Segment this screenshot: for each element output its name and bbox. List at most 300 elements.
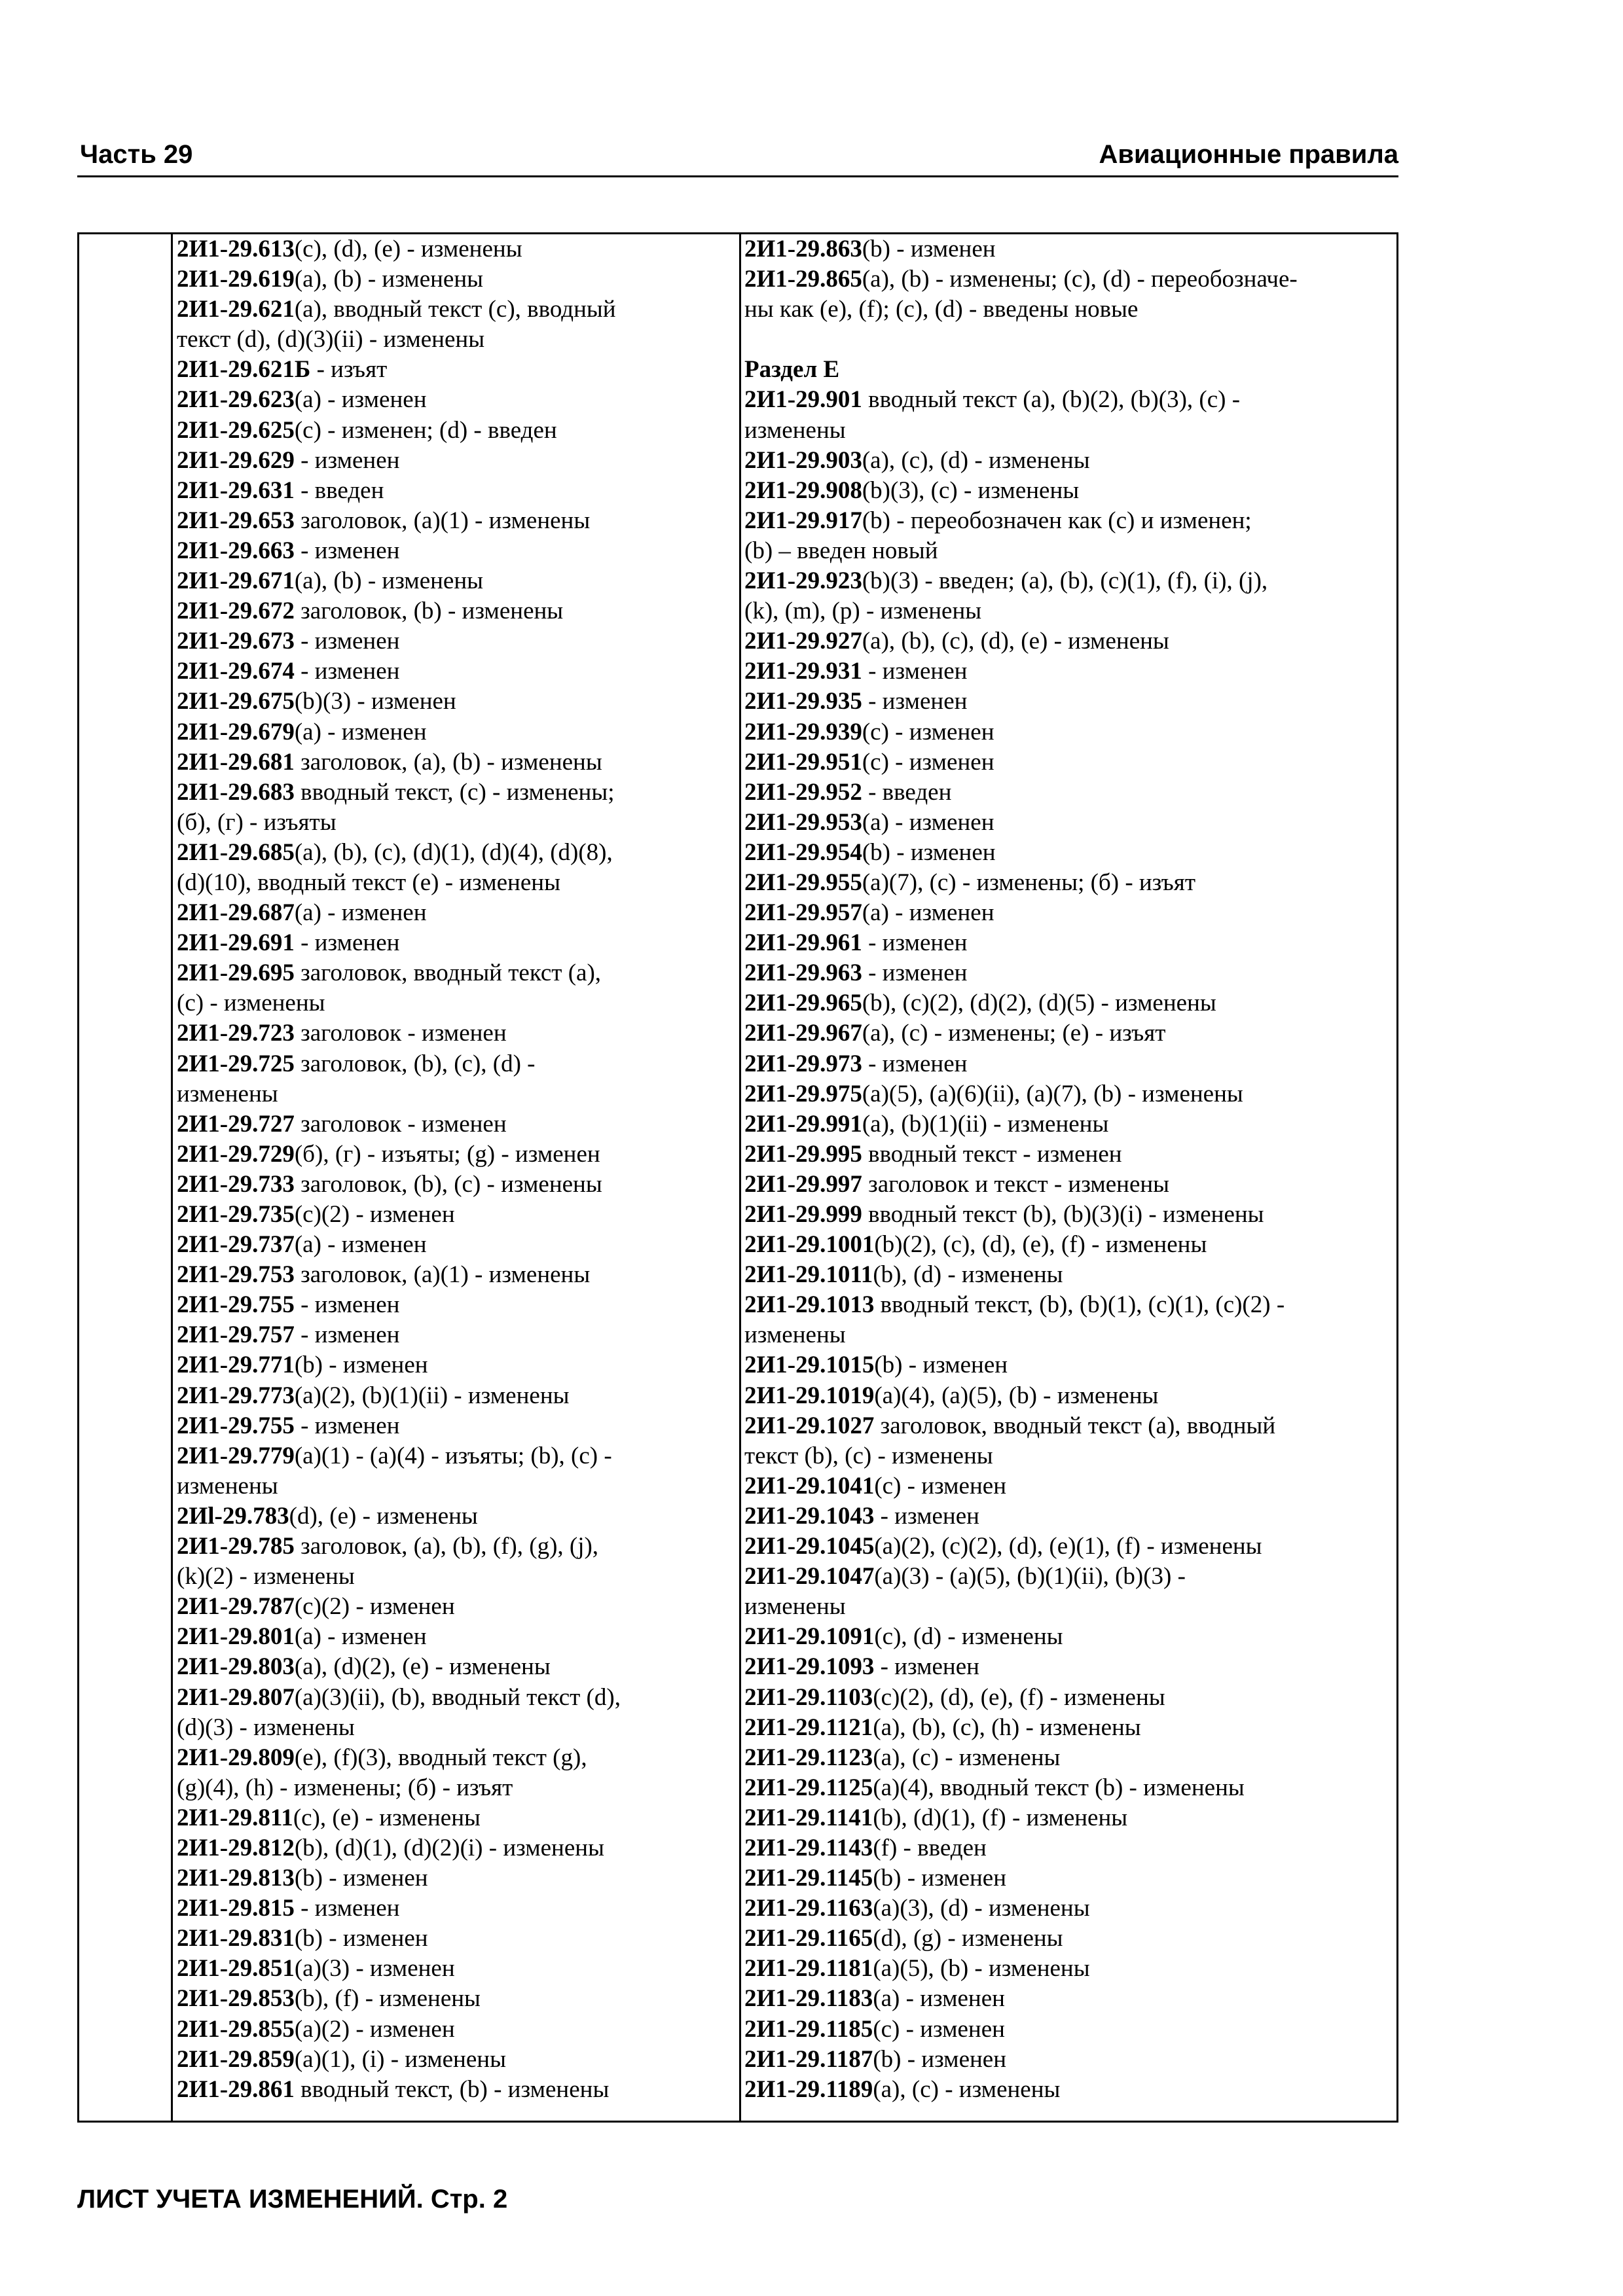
entry-text: - изменен	[874, 1653, 979, 1681]
entry-text: (a) - изменен	[862, 808, 994, 836]
change-entry-line	[744, 1381, 1393, 1411]
entry-text: текст (b), (c) - изменены	[744, 1442, 993, 1469]
entry-text: заголовок, (a)(1) - изменены	[294, 1261, 591, 1289]
entry-reference: 2И1-29.973	[744, 1050, 862, 1077]
entry-reference: 2И1-29.813	[177, 1865, 295, 1892]
entry-text: (c)(2), (d), (e), (f) - изменены	[873, 1683, 1165, 1711]
change-entry-line	[177, 687, 733, 717]
entry-reference: 2И1-29.787	[177, 1593, 295, 1621]
entry-text: изменены	[177, 1472, 278, 1499]
entry-text: (a)(1), (i) - изменены	[294, 2045, 506, 2073]
entry-reference: 2И1-29.679	[177, 718, 295, 745]
change-entry-line	[177, 1713, 733, 1743]
entry-text: - изменен	[294, 1412, 400, 1439]
entry-text: вводный текст (b), (b)(3)(i) - изменены	[862, 1201, 1264, 1228]
entry-text: (b) - изменен	[874, 1352, 1008, 1379]
entry-text: изменены	[744, 416, 846, 444]
entry-reference: 2И1-29.807	[177, 1683, 295, 1711]
entry-reference: 2И1-29.1185	[744, 2015, 873, 2043]
entry-text: изменены	[744, 1593, 846, 1621]
entry-reference: 2И1-29.629	[177, 446, 295, 474]
entry-reference: 2И1-29.623	[177, 386, 295, 414]
entry-reference: Раздел Е	[744, 356, 840, 384]
change-entry-line	[744, 1471, 1393, 1501]
change-entry-line	[744, 1320, 1393, 1350]
entry-reference: 2И1-29.851	[177, 1955, 295, 1982]
entry-text: - изменен	[862, 1050, 968, 1077]
change-entry-line	[744, 1683, 1393, 1713]
entry-reference: 2И1-29.687	[177, 899, 295, 927]
entry-reference: 2И1-29.1125	[744, 1774, 873, 1801]
column-divider	[739, 234, 741, 2121]
entry-reference: 2И1-29.1043	[744, 1502, 875, 1530]
change-entry-line	[744, 446, 1393, 476]
entry-reference: 2И1-29.812	[177, 1834, 295, 1861]
change-entry-line	[177, 958, 733, 988]
change-entry-line	[177, 1622, 733, 1652]
entry-reference: 2И1-29.1011	[744, 1261, 873, 1289]
change-entry-line	[177, 1652, 733, 1682]
entry-reference: 2И1-29.1187	[744, 2045, 873, 2073]
change-entry-line	[177, 1260, 733, 1290]
change-entry-line	[744, 1290, 1393, 1320]
entry-reference: 2И1-29.1189	[744, 2075, 873, 2103]
entry-reference: 2И1-29.1103	[744, 1683, 873, 1711]
change-entry-line	[177, 1893, 733, 1924]
entry-text: (a)(3) - изменен	[294, 1955, 455, 1982]
entry-reference: 2И1-29.1141	[744, 1804, 873, 1831]
entry-reference: 2И1-29.663	[177, 537, 295, 564]
entry-reference: 2И1-29.903	[744, 446, 862, 474]
entry-reference: 2И1-29.954	[744, 838, 862, 866]
entry-text: (a), (b) - изменены; (c), (d) - переобозначе-	[862, 266, 1298, 293]
entry-reference: 2И1-29.691	[177, 929, 295, 957]
entry-text: - изменен	[862, 658, 968, 685]
change-entry-line	[177, 1501, 733, 1532]
entry-reference: 2И1-29.935	[744, 688, 862, 715]
change-entry-line	[744, 1803, 1393, 1833]
entry-text: (b)(3) - введен; (a), (b), (c)(1), (f), (i), (j),	[862, 567, 1268, 595]
change-entry-line	[744, 1592, 1393, 1622]
entry-text: заголовок - изменен	[294, 1020, 507, 1047]
entry-reference: 2И1-29.809	[177, 1744, 295, 1771]
entry-reference: 2И1-29.955	[744, 869, 862, 896]
entry-reference: 2И1-29.861	[177, 2075, 295, 2103]
change-entry-line	[177, 1743, 733, 1773]
entry-reference: 2И1-29.1015	[744, 1352, 875, 1379]
change-entry-line	[177, 476, 733, 506]
entry-reference: 2И1-29.733	[177, 1170, 295, 1198]
entry-text: (a), (b)(1)(ii) - изменены	[862, 1110, 1109, 1138]
entry-text: вводный текст - изменен	[862, 1140, 1122, 1168]
change-entry-line	[744, 2075, 1393, 2105]
entry-text: (c) - изменен; (d) - введен	[294, 416, 557, 444]
entry-reference: 2И1-29.901	[744, 386, 862, 414]
entry-reference: 2И1-29.1091	[744, 1623, 875, 1651]
entry-text: (b) – введен новый	[744, 537, 938, 564]
entry-text: (a), (c) - изменены	[873, 1744, 1061, 1771]
entry-reference: 2И1-29.965	[744, 990, 862, 1017]
entry-text: (k)(2) - изменены	[177, 1563, 355, 1590]
entry-text: (b) - изменен	[294, 1352, 428, 1379]
entry-reference: 2И1-29.674	[177, 658, 295, 685]
entry-reference: 2И1-29.1041	[744, 1472, 875, 1499]
entry-text: (c)(2) - изменен	[294, 1201, 455, 1228]
entry-text: (a) - изменен	[294, 899, 427, 927]
entry-text: вводный текст (a), (b)(2), (b)(3), (c) -	[862, 386, 1241, 414]
entry-reference: 2И1-29.685	[177, 838, 295, 866]
entry-reference: 2И1-29.673	[177, 628, 295, 655]
entry-reference: 2И1-29.975	[744, 1080, 862, 1107]
change-entry-line	[177, 1079, 733, 1109]
entry-text: - изменен	[294, 1321, 400, 1349]
change-entry-line	[744, 1863, 1393, 1893]
entry-text: (a), вводный текст (c), вводный	[294, 296, 616, 323]
entry-text: (a) - изменен	[294, 718, 427, 745]
entry-text: (a), (b), (c), (d), (e) - изменены	[862, 628, 1169, 655]
entry-text: (k), (m), (p) - изменены	[744, 598, 982, 625]
change-entry-line	[177, 2015, 733, 2045]
entry-reference: 2И1-29.621Б	[177, 356, 311, 384]
change-entry-line	[744, 1924, 1393, 1954]
entry-text: (e), (f)(3), вводный текст (g),	[294, 1744, 587, 1771]
entry-text: (b), (f) - изменены	[294, 1985, 481, 2013]
change-entry-line	[744, 626, 1393, 656]
entry-reference: 2И1-29.671	[177, 567, 295, 595]
entry-reference: 2И1-29.1123	[744, 1744, 873, 1771]
change-entry-line	[744, 1441, 1393, 1471]
change-entry-line	[177, 988, 733, 1018]
entry-text: (d)(10), вводный текст (e) - изменены	[177, 869, 560, 896]
entry-text: (b) - изменен	[294, 1865, 428, 1892]
change-entry-line	[744, 838, 1393, 868]
changes-column-right	[744, 234, 1393, 2105]
change-entry-line	[177, 355, 733, 385]
change-entry-line	[744, 1743, 1393, 1773]
change-entry-line	[177, 596, 733, 626]
entry-text: (a), (d)(2), (e) - изменены	[294, 1653, 551, 1681]
change-entry-line	[177, 1109, 733, 1139]
entry-text: - изменен	[862, 688, 968, 715]
change-entry-line	[177, 626, 733, 656]
entry-text: (a)(7), (c) - изменены; (б) - изъят	[862, 869, 1195, 896]
entry-reference: 2И1-29.1001	[744, 1231, 875, 1259]
change-entry-line	[177, 1018, 733, 1049]
entry-reference: 2И1-29.995	[744, 1140, 862, 1168]
entry-text: заголовок, (b), (c) - изменены	[294, 1170, 602, 1198]
entry-reference: 2И1-29.803	[177, 1653, 295, 1681]
change-entry-line	[177, 1230, 733, 1260]
entry-reference: 2И1-29.755	[177, 1412, 295, 1439]
change-entry-line	[744, 1562, 1393, 1592]
change-entry-line	[744, 596, 1393, 626]
change-entry-line	[177, 1320, 733, 1350]
entry-reference: 2И1-29.908	[744, 476, 862, 504]
entry-text: - изменен	[294, 628, 400, 655]
entry-text: (a)(4), (a)(5), (b) - изменены	[874, 1382, 1159, 1409]
entry-text: (a)(1) - (a)(4) - изъяты; (b), (c) -	[294, 1442, 612, 1469]
entry-text: (b)(3), (c) - изменены	[862, 476, 1080, 504]
entry-text: изменены	[177, 1080, 278, 1107]
entry-reference: 2И1-29.681	[177, 748, 295, 776]
change-entry-line	[744, 416, 1393, 446]
entry-text: (a) - изменен	[862, 899, 994, 927]
change-entry-line	[744, 1954, 1393, 1984]
change-entry-line	[177, 2075, 733, 2105]
change-entry-line	[744, 1652, 1393, 1682]
entry-reference: 2И1-29.771	[177, 1352, 295, 1379]
change-entry-line	[177, 928, 733, 958]
change-entry-line	[744, 1109, 1393, 1139]
entry-reference: 2И1-29.1181	[744, 1955, 873, 1982]
entry-text: заголовок, вводный текст (a), вводный	[874, 1412, 1276, 1439]
change-entry-line	[744, 476, 1393, 506]
entry-text: (b), (d) - изменены	[873, 1261, 1063, 1289]
entry-text: заголовок и текст - изменены	[862, 1170, 1170, 1198]
change-entry-line	[177, 1411, 733, 1441]
entry-text: (б), (г) - изъяты	[177, 808, 337, 836]
change-entry-line	[744, 1049, 1393, 1079]
entry-reference: 2И1-29.991	[744, 1110, 862, 1138]
entry-reference: 2И1-29.1183	[744, 1985, 873, 2013]
change-entry-line	[744, 1833, 1393, 1863]
entry-text: вводный текст, (c) - изменены;	[294, 778, 615, 806]
change-entry-line	[177, 747, 733, 778]
entry-text: (a), (c), (d) - изменены	[862, 446, 1090, 474]
change-entry-line	[744, 1893, 1393, 1924]
entry-reference: 2И1-29.952	[744, 778, 862, 806]
change-entry-line	[744, 868, 1393, 898]
entry-text: - изменен	[862, 960, 968, 987]
change-entry-line	[744, 687, 1393, 717]
entry-reference: 2И1-29.773	[177, 1382, 295, 1409]
change-entry-line	[177, 898, 733, 928]
entry-text: заголовок - изменен	[294, 1110, 507, 1138]
entry-text: - изменен	[294, 446, 400, 474]
entry-text: - введен	[294, 476, 384, 504]
entry-reference: 2И1-29.923	[744, 567, 862, 595]
entry-reference: 2И1-29.723	[177, 1020, 295, 1047]
entry-text: (a)(5), (b) - изменены	[873, 1955, 1090, 1982]
entry-text: (c) - изменен	[862, 748, 994, 776]
entry-text: (b) - изменен	[294, 1925, 428, 1952]
change-entry-line	[744, 1713, 1393, 1743]
entry-text: (a), (c) - изменены	[873, 2075, 1061, 2103]
change-entry-line	[177, 1773, 733, 1803]
change-entry-line	[744, 264, 1393, 295]
entry-reference: 2И1-29.939	[744, 718, 862, 745]
entry-reference: 2И1-29.621	[177, 296, 295, 323]
change-entry-line	[177, 1290, 733, 1320]
entry-reference: 2И1-29.1143	[744, 1834, 873, 1861]
entry-text: (a)(3) - (a)(5), (b)(1)(ii), (b)(3) -	[874, 1563, 1186, 1590]
entry-reference: 2И1-29.859	[177, 2045, 295, 2073]
column-divider	[171, 234, 173, 2121]
entry-reference: 2И1-29.1163	[744, 1895, 873, 1922]
entry-text: (a) - изменен	[873, 1985, 1005, 2013]
change-entry-line	[744, 988, 1393, 1018]
entry-reference: 2И1-29.1013	[744, 1291, 875, 1319]
entry-reference: 2И1-29.695	[177, 960, 295, 987]
change-entry-line	[744, 1260, 1393, 1290]
change-entry-line	[744, 1230, 1393, 1260]
entry-reference: 2И1-29.613	[177, 236, 295, 262]
change-entry-line	[177, 838, 733, 868]
document-title: Авиационные правила	[1099, 140, 1398, 169]
change-entry-line	[177, 1954, 733, 1984]
entry-reference: 2И1-29.811	[177, 1804, 293, 1831]
entry-text: - изменен	[294, 1291, 400, 1319]
change-entry-line	[177, 1350, 733, 1380]
change-entry-line	[744, 958, 1393, 988]
entry-text: (c) - изменен	[874, 1472, 1006, 1499]
change-entry-line	[177, 1562, 733, 1592]
entry-text: (c)(2) - изменен	[294, 1593, 455, 1621]
entry-text: (f) - введен	[873, 1834, 987, 1861]
change-entry-line	[744, 1773, 1393, 1803]
entry-text: (c) - изменены	[177, 990, 325, 1017]
entry-reference: 2И1-29.1047	[744, 1563, 875, 1590]
entry-reference: 2И1-29.1027	[744, 1412, 875, 1439]
entry-text: заголовок, (a)(1) - изменены	[294, 507, 591, 534]
entry-text: (c) - изменен	[873, 2015, 1005, 2043]
entry-reference: 2И1-29.1165	[744, 1925, 873, 1952]
change-entry-line	[177, 1984, 733, 2014]
entry-text: - изменен	[294, 537, 400, 564]
entry-reference: 2И1-29.785	[177, 1533, 295, 1560]
entry-text: (b) - переобозначен как (c) и изменен;	[862, 507, 1252, 534]
entry-reference: 2И1-29.737	[177, 1231, 295, 1259]
change-entry-line	[177, 295, 733, 325]
change-entry-line	[744, 1079, 1393, 1109]
change-entry-line	[177, 234, 733, 264]
entry-text: - изменен	[294, 1895, 400, 1922]
entry-reference: 2И1-29.727	[177, 1110, 295, 1138]
page-footer: ЛИСТ УЧЕТА ИЗМЕНЕНИЙ. Стр. 2	[77, 2185, 508, 2214]
entry-reference: 2И1-29.625	[177, 416, 295, 444]
entry-text: - введен	[862, 778, 952, 806]
entry-reference: 2И1-29.967	[744, 1020, 862, 1047]
entry-text: (b) - изменен	[862, 236, 996, 262]
change-entry-line	[744, 1622, 1393, 1652]
change-entry-line	[744, 1200, 1393, 1230]
entry-text: (a)(3), (d) - изменены	[873, 1895, 1090, 1922]
entry-text: (a)(5), (a)(6)(ii), (a)(7), (b) - изменены	[862, 1080, 1243, 1107]
entry-text: (b)(3) - изменен	[294, 688, 456, 715]
entry-reference: 2И1-29.863	[744, 236, 862, 262]
entry-reference: 2И1-29.779	[177, 1442, 295, 1469]
entry-reference: 2И1-29.735	[177, 1201, 295, 1228]
change-entry-line	[744, 928, 1393, 958]
entry-text: (g)(4), (h) - изменены; (б) - изъят	[177, 1774, 513, 1801]
change-entry-line	[177, 446, 733, 476]
entry-text: (a)(2), (b)(1)(ii) - изменены	[294, 1382, 570, 1409]
entry-reference: 2И1-29.961	[744, 929, 862, 957]
entry-reference: 2И1-29.631	[177, 476, 295, 504]
entry-reference: 2И1-29.683	[177, 778, 295, 806]
entry-text: заголовок, (b), (c), (d) -	[294, 1050, 536, 1077]
entry-text: (a) - изменен	[294, 1623, 427, 1651]
entry-reference: 2И1-29.1019	[744, 1382, 875, 1409]
change-entry-line	[744, 2015, 1393, 2045]
entry-text: - изменен	[874, 1502, 979, 1530]
entry-text: (b)(2), (c), (d), (e), (f) - изменены	[874, 1231, 1207, 1259]
change-entry-line	[744, 1018, 1393, 1049]
entry-text: (a), (b) - изменены	[294, 567, 484, 595]
entry-reference: 2И1-29.1093	[744, 1653, 875, 1681]
entry-reference: 2И1-29.725	[177, 1050, 295, 1077]
entry-text: заголовок, (a), (b) - изменены	[294, 748, 602, 776]
change-entry-line	[177, 1139, 733, 1170]
entry-text: (б), (г) - изъяты; (g) - изменен	[294, 1140, 600, 1168]
entry-text: (a)(2) - изменен	[294, 2015, 455, 2043]
entry-reference: 2И1-29.917	[744, 507, 862, 534]
change-entry-line	[177, 1441, 733, 1471]
entry-reference: 2И1-29.1045	[744, 1533, 875, 1560]
change-entry-line	[744, 656, 1393, 687]
change-entry-line	[744, 778, 1393, 808]
change-entry-line	[744, 536, 1393, 566]
entry-text: (a) - изменен	[294, 386, 427, 414]
change-entry-line	[744, 717, 1393, 747]
entry-reference: 2И1-29.963	[744, 960, 862, 987]
change-entry-line	[744, 355, 1393, 385]
entry-text: (a), (b) - изменены	[294, 266, 484, 293]
entry-reference: 2И1-29.1145	[744, 1865, 873, 1892]
change-entry-line	[744, 898, 1393, 928]
entry-reference: 2И1-29.957	[744, 899, 862, 927]
entry-reference: 2И1-29.953	[744, 808, 862, 836]
change-entry-line	[744, 1139, 1393, 1170]
entry-reference: 2И1-29.675	[177, 688, 295, 715]
entry-text: (b) - изменен	[873, 2045, 1007, 2073]
entry-text: заголовок, вводный текст (a),	[294, 960, 602, 987]
change-entry-line	[744, 325, 1393, 355]
change-entry-line	[177, 536, 733, 566]
entry-text: - изменен	[862, 929, 968, 957]
entry-text: (b) - изменен	[862, 838, 996, 866]
page-header	[77, 130, 1398, 177]
change-entry-line	[177, 1592, 733, 1622]
entry-reference: 2И1-29.853	[177, 1985, 295, 2013]
change-entry-line	[177, 264, 733, 295]
entry-reference: 2И1-29.997	[744, 1170, 862, 1198]
change-entry-line	[177, 506, 733, 536]
entry-reference: 2И1-29.927	[744, 628, 862, 655]
entry-text: (c), (d), (e) - изменены	[294, 236, 522, 262]
change-entry-line	[744, 1984, 1393, 2014]
change-entry-line	[177, 778, 733, 808]
entry-reference: 2И1-29.831	[177, 1925, 295, 1952]
entry-reference: 2И1-29.931	[744, 658, 862, 685]
entry-reference: 2И1-29.801	[177, 1623, 295, 1651]
change-entry-line	[744, 1411, 1393, 1441]
entry-text: - изъят	[310, 356, 388, 384]
entry-reference: 2И1-29.865	[744, 266, 862, 293]
change-entry-line	[744, 234, 1393, 264]
change-entry-line	[744, 1532, 1393, 1562]
part-label: Часть 29	[80, 140, 193, 169]
entry-text: (b), (d)(1), (f) - изменены	[873, 1804, 1128, 1831]
entry-reference: 2И1-29.729	[177, 1140, 295, 1168]
entry-text: (d)(3) - изменены	[177, 1713, 355, 1741]
entry-text: (b), (c)(2), (d)(2), (d)(5) - изменены	[862, 990, 1216, 1017]
change-entry-line	[177, 717, 733, 747]
entry-reference: 2И1-29.653	[177, 507, 295, 534]
change-entry-line	[177, 808, 733, 838]
changes-table	[77, 232, 1398, 2123]
entry-reference: 2И1-29.951	[744, 748, 862, 776]
